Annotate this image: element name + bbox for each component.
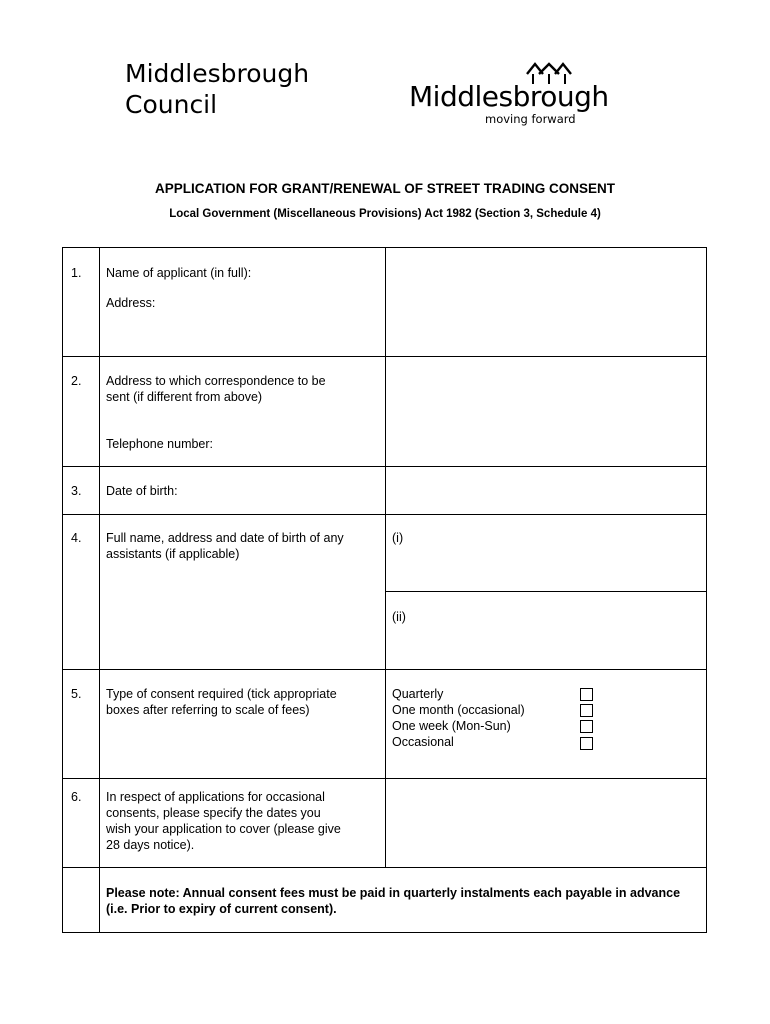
date-of-birth-field[interactable] <box>386 467 706 514</box>
row-number: 6. <box>71 790 82 804</box>
consent-type-label-line1: Type of consent required (tick appropriate <box>106 687 337 701</box>
middlesbrough-moving-forward-logo <box>409 62 629 132</box>
brand-logo-word: Middlesbrough <box>409 80 609 113</box>
occasional-dates-label-line1: In respect of applications for occasional <box>106 790 325 804</box>
occasional-checkbox[interactable] <box>580 737 593 750</box>
row-number: 5. <box>71 687 82 701</box>
column-divider-number <box>99 248 100 932</box>
correspondence-address-field[interactable] <box>386 357 706 466</box>
assistant-one-label: (i) <box>392 531 404 545</box>
row-number: 1. <box>71 266 82 280</box>
applicant-name-label: Name of applicant (in full): <box>106 266 252 280</box>
assistants-label-line2: assistants (if applicable) <box>106 547 240 561</box>
occasional-dates-field[interactable] <box>386 779 706 867</box>
council-logo-line1: Middlesbrough <box>125 59 310 88</box>
assistant-two-field[interactable] <box>386 592 706 669</box>
date-of-birth-label: Date of birth: <box>106 484 178 498</box>
application-form-table <box>62 247 707 933</box>
row-divider <box>63 669 706 670</box>
middlesbrough-council-logo <box>125 58 309 120</box>
address-label: Address: <box>106 296 156 310</box>
option-one-month-label: One month (occasional) <box>392 703 525 717</box>
row-number: 3. <box>71 484 82 498</box>
row-number: 2. <box>71 374 82 388</box>
occasional-dates-label-line4: 28 days notice). <box>106 838 195 852</box>
assistant-one-field[interactable] <box>386 515 706 591</box>
brand-logo-tagline: moving forward <box>485 112 576 126</box>
option-occasional-label: Occasional <box>392 735 454 749</box>
fees-note: Please note: Annual consent fees must be paid in quarterly instalments each payable in advance (i.e. Prior to expiry of current consent). <box>106 886 681 916</box>
assistants-label-line1: Full name, address and date of birth of any <box>106 531 344 545</box>
quarterly-checkbox[interactable] <box>580 688 593 701</box>
correspondence-address-label-line1: Address to which correspondence to be <box>106 374 326 388</box>
applicant-name-address-field[interactable] <box>386 248 706 356</box>
row-number: 4. <box>71 531 82 545</box>
form-title: APPLICATION FOR GRANT/RENEWAL OF STREET TRADING CONSENT <box>154 181 615 196</box>
option-quarterly-label: Quarterly <box>392 687 444 701</box>
assistant-two-label: (ii) <box>392 610 406 624</box>
consent-type-label-line2: boxes after referring to scale of fees) <box>106 703 310 717</box>
option-one-week-label: One week (Mon-Sun) <box>392 719 511 733</box>
occasional-dates-label-line2: consents, please specify the dates you <box>106 806 321 820</box>
one-week-checkbox[interactable] <box>580 720 593 733</box>
one-month-checkbox[interactable] <box>580 704 593 717</box>
council-logo-line2: Council <box>125 90 218 119</box>
correspondence-address-label-line2: sent (if different from above) <box>106 390 263 404</box>
row-divider <box>63 867 706 868</box>
telephone-number-label: Telephone number: <box>106 437 214 451</box>
occasional-dates-label-line3: wish your application to cover (please give <box>106 822 341 836</box>
form-subtitle: Local Government (Miscellaneous Provisions) Act 1982 (Section 3, Schedule 4) <box>169 208 601 220</box>
